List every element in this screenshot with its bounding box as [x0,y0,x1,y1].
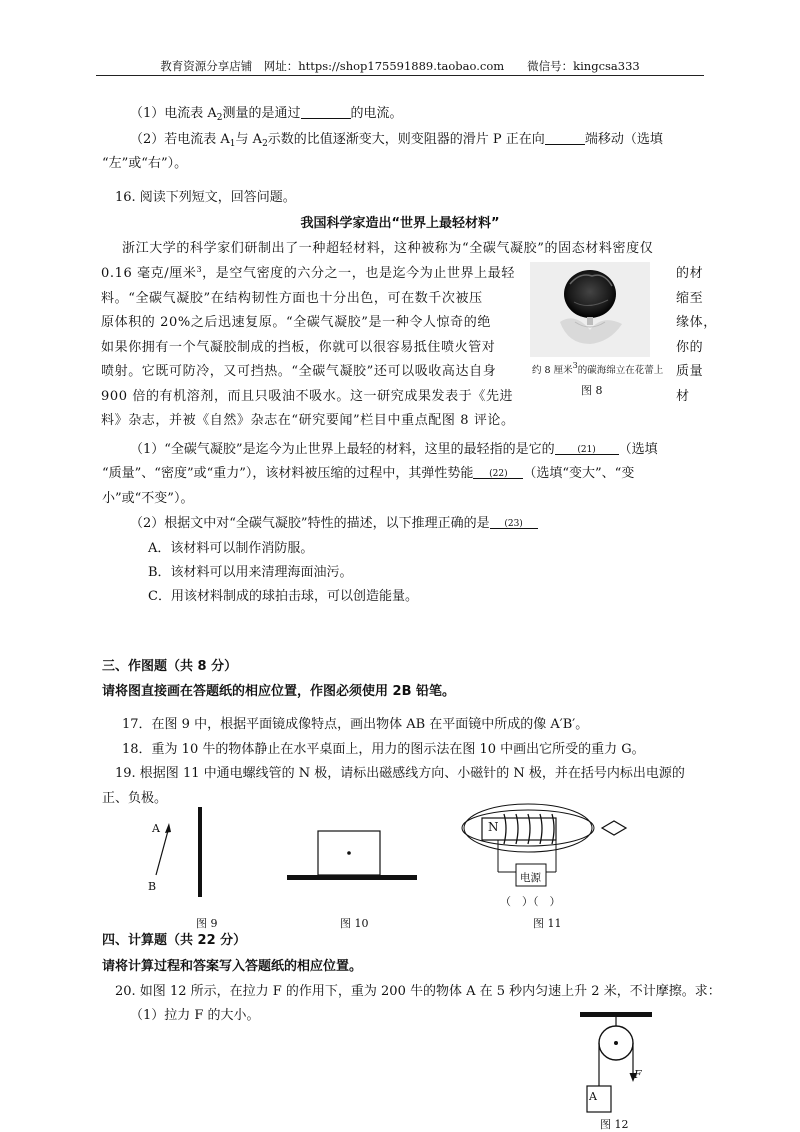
figure-11 [460,800,660,895]
q15-p2-sub1: 1 [229,139,236,149]
q16-line2 [101,262,515,281]
q16-q1-text-a: （1）“全碳气凝胶”是迄今为止世界上最轻的材料，这里的最轻指的是它的 [130,442,555,457]
q15-p2-text-d: 端移动（选填 [584,132,663,147]
blank-tag-21: (21) [577,445,596,455]
option-a: A．该材料可以制作消防服。 [148,541,314,556]
q16-q2-text: （2）根据文中对“全碳气凝胶”特性的描述，以下推理正确的是 [130,516,490,531]
q15-p2-text-c: 示数的比值逐渐变大，则变阻器的滑片 P 正在向 [267,132,545,147]
answer-blank-21 [555,442,619,455]
q16-q1-text-c: “质量”、“密度”或“重力”），该材料被压缩的过程中，其弹性势能 [102,466,474,481]
fig12-force-f: F [634,1068,642,1081]
figure-12 [570,1010,670,1120]
fig10-label: 图 10 [340,917,369,930]
q16-line2-b: ，是空气密度的六分之一，也是迄今为止世界上最轻 [202,266,515,281]
section4-heading: 四、计算题（共 22 分） [102,933,247,948]
q16-line4: 原体积的 20%之后迅速复原。“全碳气凝胶”是一种令人惊奇的绝 [101,315,491,330]
photo-caption [532,361,663,376]
q20-part1: （1）拉力 F 的大小。 [130,1008,260,1023]
q15-part2 [130,128,663,149]
power-source-label: 电源 [520,872,541,884]
q16-line6-right: 质量 [676,364,704,379]
fig12-block-a: A [589,1090,597,1103]
q16-q1-line2 [102,462,634,481]
fig9-point-a: A [152,822,160,835]
q15-p1-blank [301,106,351,119]
q16-line2-a: 0.16 毫克/厘米 [101,266,197,281]
blank-tag-23: (23) [504,519,523,529]
blank-tag-22: (22) [489,469,508,479]
page-header: 教育资源分享店铺 网址：https://shop175591889.taobao.com 微信号：kingcsa333 [160,59,640,73]
q16-q1-line3: 小”或“不变”）。 [102,491,194,506]
q16-line7: 900 倍的有机溶剂，而且只吸油不吸水。这一研究成果发表于《先进 [101,389,514,404]
fig8-label: 图 8 [581,384,603,397]
q16-line1: 浙江大学的科学家们研制出了一种超轻材料，这种被称为“全碳气凝胶”的固态材料密度仅 [122,241,654,256]
header-rule [96,75,704,76]
q15-p2-text-a: （2）若电流表 A [130,132,230,147]
q16-q1-line1 [130,438,658,457]
solenoid-n-pole: N [488,820,499,834]
q16-line7-right: 材 [676,389,690,404]
photo-caption-sup: 3 [572,361,578,370]
q15-p2-text-b: 与 A [235,132,263,147]
section3-instruction: 请将图直接画在答题纸的相应位置，作图必须使用 2B 铅笔。 [102,684,456,699]
q15-part2-cont: “左”或“右”）。 [102,156,188,171]
carbon-aerogel-photo [530,262,650,357]
q16-article-title: 我国科学家造出“世界上最轻材料” [300,216,500,231]
photo-caption-a: 约 8 厘米 [532,365,573,376]
fig12-label: 图 12 [600,1118,629,1131]
section3-heading: 三、作图题（共 8 分） [102,659,238,674]
q19-text-cont: 正、负极。 [102,791,168,806]
q16-line5: 如果你拥有一个气凝胶制成的挡板，你就可以很容易抵住喷火管对 [101,340,496,355]
q16-line2-sup: 3 [196,265,203,274]
q16-line4-right: 缘体， [676,315,717,330]
q16-line8: 料》杂志，并被《自然》杂志在“研究要闻”栏目中重点配图 8 评论。 [101,413,515,428]
q16-line3: 料。“全碳气凝胶”在结构韧性方面也十分出色，可在数千次被压 [101,291,483,306]
fig9-point-b: B [148,880,157,893]
fig9-label: 图 9 [196,917,218,930]
section4-instruction: 请将计算过程和答案写入答题纸的相应位置。 [102,959,363,974]
fig11-label: 图 11 [533,917,562,930]
polarity-brackets: （ ）（ ） [500,895,561,908]
q16-intro: 16. 阅读下列短文，回答问题。 [115,190,296,205]
figure-10 [285,825,420,885]
q16-line3-right: 缩至 [676,291,704,306]
option-b: B．该材料可以用来清理海面油污。 [148,565,353,580]
q16-line2-right: 的材 [676,266,704,281]
q16-q1-text-b: （选填 [618,442,658,457]
q15-part1 [130,102,403,123]
q18-text: 18．重为 10 牛的物体静止在水平桌面上，用力的图示法在图 10 中画出它所受的重力 G。 [122,742,645,757]
q17-text: 17．在图 9 中，根据平面镜成像特点，画出物体 AB 在平面镜中所成的像 A′B′。 [122,717,589,732]
q15-p1-text-a: （1）电流表 A [130,106,217,121]
q15-p1-text-b: 测量的是通过 [222,106,301,121]
q20-text: 20. 如图 12 所示，在拉力 F 的作用下，重为 200 牛的物体 A 在 5 秒内匀速上升 2 米，不计摩擦。求： [115,984,721,999]
q16-line6: 喷射。它既可防冷，又可挡热。“全碳气凝胶”还可以吸收高达自身 [101,364,497,379]
q15-p2-blank [545,132,585,145]
q15-p2-sub2: 2 [262,139,268,149]
q16-q2 [130,512,538,531]
answer-blank-23 [490,516,538,529]
option-c: C．用该材料制成的球拍击球，可以创造能量。 [148,589,418,604]
q19-text: 19. 根据图 11 中通电螺线管的 N 极，请标出磁感线方向、小磁针的 N 极，并在括号内标出电源的 [115,766,685,781]
q15-p1-text-c: 的电流。 [350,106,403,121]
q16-line5-right: 你的 [676,340,704,355]
q15-p1-sub: 2 [216,113,223,123]
photo-caption-b: 的碳海绵立在花蕾上 [577,365,664,376]
answer-blank-22 [473,466,523,479]
q16-q1-text-d: （选填“变大”、“变 [523,466,635,481]
